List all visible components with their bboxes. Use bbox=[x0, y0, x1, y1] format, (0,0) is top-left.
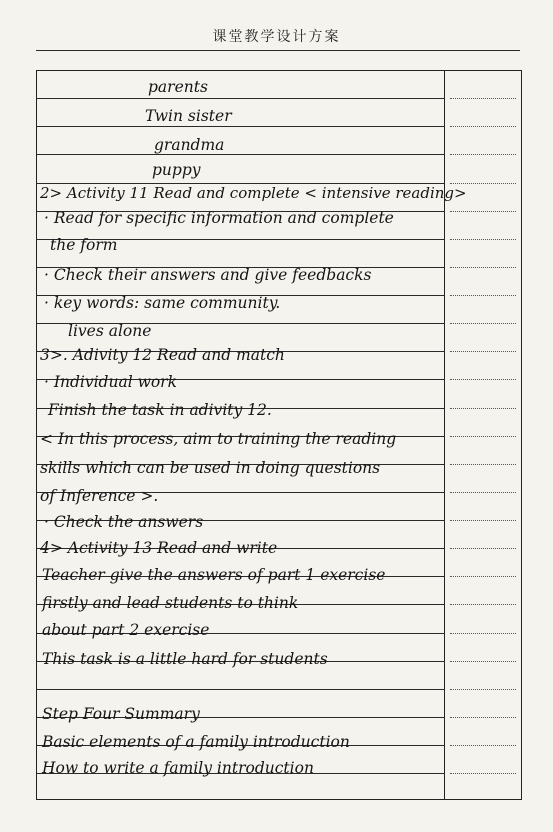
text-line: skills which can be used in doing questions bbox=[40, 459, 381, 477]
text-line: firstly and lead students to think bbox=[42, 594, 299, 612]
text-line: This task is a little hard for students bbox=[42, 650, 328, 668]
text-line: grandma bbox=[154, 136, 225, 154]
text-line: < In this process, aim to training the reading bbox=[40, 430, 397, 448]
text-line: 2> Activity 11 Read and complete < intensive reading> bbox=[40, 184, 467, 202]
text-line: 3>. Adivity 12 Read and match bbox=[40, 346, 285, 364]
text-line: · Individual work bbox=[44, 373, 177, 391]
text-line: Finish the task in adivity 12. bbox=[48, 401, 272, 419]
text-line: · key words: same community. bbox=[44, 294, 281, 312]
text-line: · Read for specific information and complete bbox=[44, 209, 394, 227]
text-line: Basic elements of a family introduction bbox=[42, 733, 350, 751]
text-line: puppy bbox=[152, 161, 201, 179]
text-line: How to write a family introduction bbox=[42, 759, 314, 777]
page-header-title: 课堂教学设计方案 bbox=[212, 29, 341, 45]
text-line: · Check their answers and give feedbacks bbox=[44, 266, 372, 284]
text-line: about part 2 exercise bbox=[42, 621, 210, 639]
text-line: of Inference >. bbox=[40, 487, 159, 505]
text-line: Step Four Summary bbox=[42, 705, 200, 723]
text-line: parents bbox=[148, 78, 208, 96]
text-line: Twin sister bbox=[145, 107, 232, 125]
text-line: lives alone bbox=[68, 322, 152, 340]
text-line: the form bbox=[50, 236, 118, 254]
text-line: Teacher give the answers of part 1 exercise bbox=[42, 566, 386, 584]
text-line: · Check the answers bbox=[44, 513, 204, 531]
text-line: 4> Activity 13 Read and write bbox=[40, 539, 278, 557]
